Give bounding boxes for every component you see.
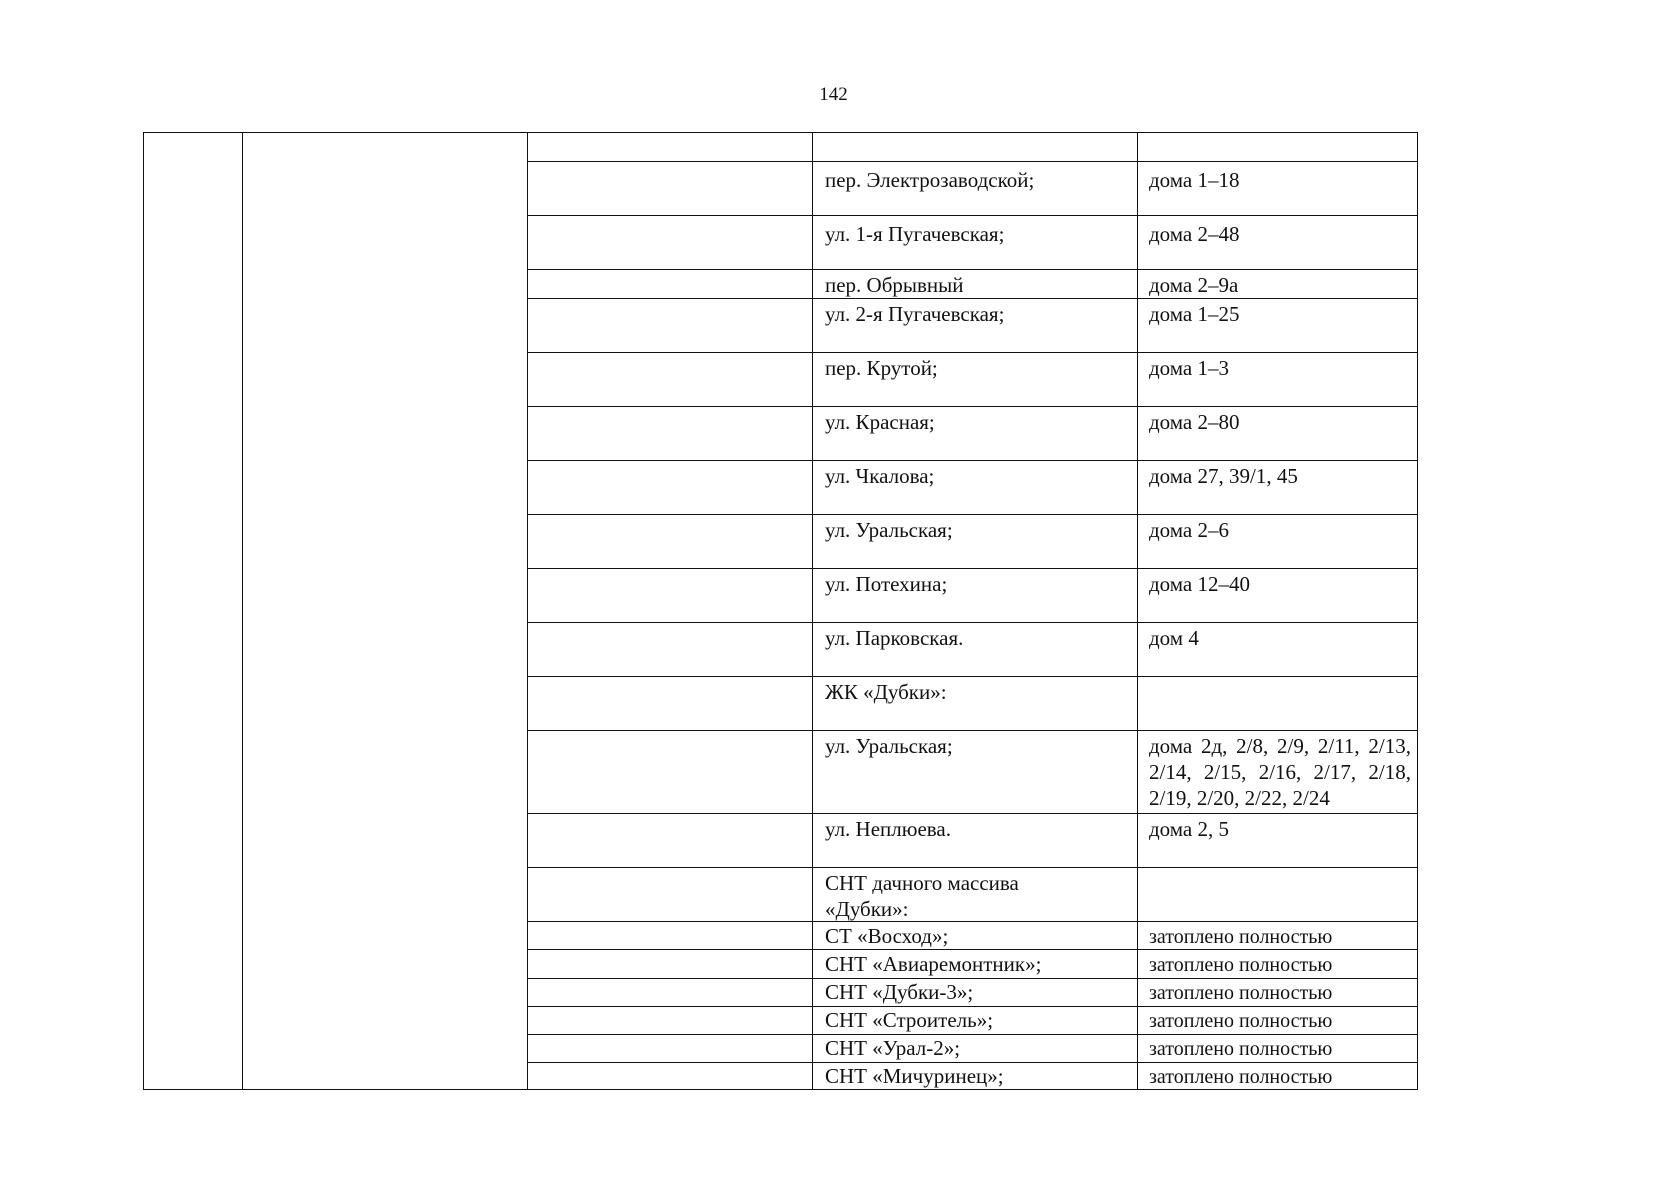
houses-cell: дома 2–48 [1149,222,1240,246]
street-cell: СНТ «Урал-2»; [825,1036,961,1060]
houses-cell: дома 12–40 [1149,572,1251,596]
street-cell: СНТ «Авиаремонтник»; [825,952,1042,976]
street-cell: ЖК «Дубки»: [825,680,947,704]
street-cell: ул. Уральская; [825,734,953,758]
street-cell: СНТ «Строитель»; [825,1008,994,1032]
street-cell: ул. Красная; [825,410,935,434]
column-divider [1137,133,1138,1089]
houses-cell: дома 1–18 [1149,168,1240,192]
row-divider [527,730,1417,731]
data-table [143,132,1418,1090]
row-divider [527,352,1417,353]
houses-cell: дома 27, 39/1, 45 [1149,464,1298,488]
houses-cell: затоплено полностью [1149,1038,1333,1060]
houses-cell: дома 2д, 2/8, 2/9, 2/11, 2/13, 2/14, 2/15, 2/16, 2/17, 2/18, 2/19, 2/20, 2/22, 2/24 [1149,734,1411,810]
street-cell: пер. Обрывный [825,273,964,297]
column-divider [812,133,813,1089]
column-divider [242,133,243,1089]
houses-cell: затоплено полностью [1149,1010,1333,1032]
row-divider [527,460,1417,461]
houses-cell: затоплено полностью [1149,982,1333,1004]
row-divider [527,676,1417,677]
street-cell: СНТ дачного массива «Дубки»: [825,871,1019,921]
row-divider [527,298,1417,299]
houses-cell: дома 2–80 [1149,410,1240,434]
page-number: 142 [819,84,848,105]
houses-cell: затоплено полностью [1149,1066,1333,1088]
row-divider [527,269,1417,270]
row-divider [527,622,1417,623]
street-cell: СНТ «Мичуринец»; [825,1064,1004,1088]
houses-cell: дома 2–6 [1149,518,1230,542]
houses-cell: затоплено полностью [1149,954,1333,976]
row-divider [527,406,1417,407]
street-cell: ул. Потехина; [825,572,948,596]
houses-cell: дома 2, 5 [1149,817,1230,841]
houses-cell: дома 1–25 [1149,302,1240,326]
street-cell: СТ «Восход»; [825,924,949,948]
row-divider [527,813,1417,814]
street-cell: СНТ «Дубки-3»; [825,980,974,1004]
street-cell: пер. Крутой; [825,356,938,380]
row-divider [527,215,1417,216]
street-cell: ул. 1-я Пугачевская; [825,222,1005,246]
street-cell: ул. Парковская. [825,626,964,650]
column-divider [527,133,528,1089]
houses-cell: дом 4 [1149,626,1199,650]
street-cell: ул. Чкалова; [825,464,935,488]
street-cell: пер. Электрозаводской; [825,168,1035,192]
street-cell: ул. Неплюева. [825,817,951,841]
street-cell: ул. Уральская; [825,518,953,542]
houses-cell: дома 1–3 [1149,356,1230,380]
row-divider [527,514,1417,515]
houses-cell: затоплено полностью [1149,926,1333,948]
row-divider [527,867,1417,868]
row-divider [527,568,1417,569]
street-cell: ул. 2-я Пугачевская; [825,302,1005,326]
row-divider [527,161,1417,162]
houses-cell: дома 2–9а [1149,273,1239,297]
